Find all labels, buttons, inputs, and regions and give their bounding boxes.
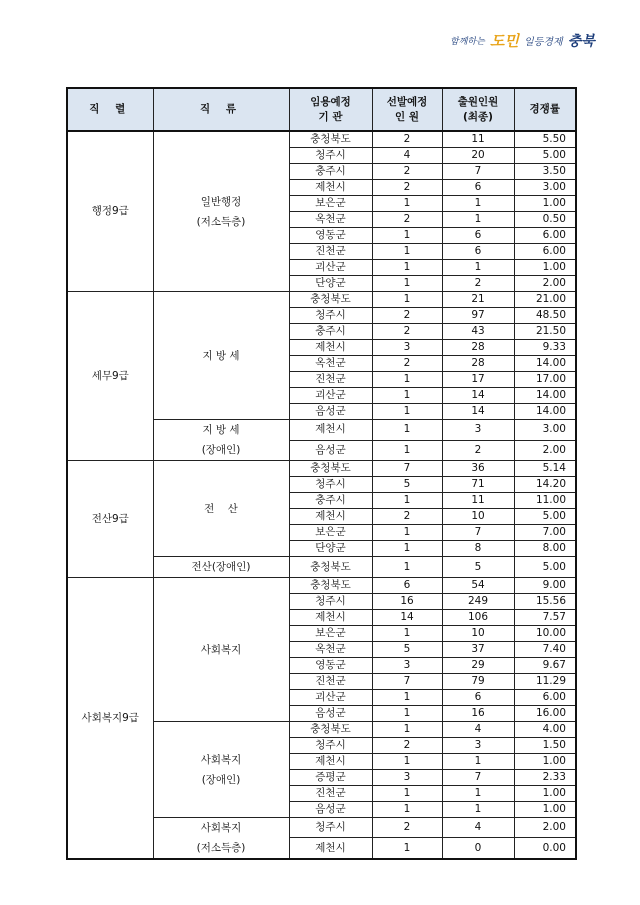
selection-cell: 1 [372, 802, 442, 818]
applicants-cell: 1 [442, 802, 514, 818]
ratio-cell: 9.00 [514, 578, 576, 594]
ratio-cell: 5.00 [514, 148, 576, 164]
ratio-cell: 1.00 [514, 754, 576, 770]
selection-cell: 1 [372, 276, 442, 292]
selection-cell: 6 [372, 578, 442, 594]
applicants-cell: 11 [442, 493, 514, 509]
applicants-cell: 6 [442, 690, 514, 706]
agency-cell: 충청북도 [289, 578, 372, 594]
ratio-cell: 5.14 [514, 461, 576, 477]
selection-cell: 1 [372, 722, 442, 738]
agency-cell: 진천군 [289, 786, 372, 802]
ratio-cell: 11.00 [514, 493, 576, 509]
applicants-cell: 28 [442, 340, 514, 356]
applicants-cell: 1 [442, 260, 514, 276]
logo-text-3: 일등경제 [523, 37, 563, 48]
recruitment-table [66, 87, 577, 860]
agency-cell: 진천군 [289, 244, 372, 260]
ratio-cell: 7.57 [514, 610, 576, 626]
series-cell: 사회복지9급 [67, 578, 153, 860]
ratio-cell: 14.20 [514, 477, 576, 493]
ratio-cell: 14.00 [514, 356, 576, 372]
ratio-cell: 1.00 [514, 196, 576, 212]
series-cell: 행정9급 [67, 131, 153, 292]
applicants-cell: 7 [442, 164, 514, 180]
ratio-cell: 1.00 [514, 802, 576, 818]
applicants-cell: 54 [442, 578, 514, 594]
ratio-cell: 1.00 [514, 786, 576, 802]
selection-cell: 4 [372, 148, 442, 164]
logo-text-1: 함께하는 [450, 37, 485, 47]
ratio-cell: 6.00 [514, 244, 576, 260]
applicants-cell: 1 [442, 196, 514, 212]
agency-cell: 충주시 [289, 493, 372, 509]
agency-cell: 보은군 [289, 196, 372, 212]
header-applicants: 출원인원 (최종) [442, 88, 514, 131]
agency-cell: 청주시 [289, 594, 372, 610]
agency-cell: 청주시 [289, 818, 372, 838]
series-cell: 전산9급 [67, 461, 153, 578]
table-row [67, 131, 576, 148]
applicants-cell: 10 [442, 509, 514, 525]
agency-cell: 보은군 [289, 525, 372, 541]
selection-cell: 5 [372, 642, 442, 658]
selection-cell: 14 [372, 610, 442, 626]
agency-cell: 옥천군 [289, 642, 372, 658]
ratio-cell: 2.00 [514, 818, 576, 838]
class-cell: 지 방 세 (장애인) [153, 420, 289, 461]
table-row [67, 292, 576, 308]
selection-cell: 2 [372, 509, 442, 525]
agency-cell: 영동군 [289, 658, 372, 674]
agency-cell: 충청북도 [289, 292, 372, 308]
agency-cell: 제천시 [289, 340, 372, 356]
agency-cell: 청주시 [289, 308, 372, 324]
applicants-cell: 6 [442, 228, 514, 244]
ratio-cell: 14.00 [514, 404, 576, 420]
applicants-cell: 7 [442, 525, 514, 541]
agency-cell: 충주시 [289, 164, 372, 180]
class-cell: 사회복지 (장애인) [153, 722, 289, 818]
agency-cell: 음성군 [289, 802, 372, 818]
ratio-cell: 14.00 [514, 388, 576, 404]
applicants-cell: 2 [442, 440, 514, 461]
header-ratio: 경쟁률 [514, 88, 576, 131]
slogan-logo [450, 30, 595, 58]
selection-cell: 7 [372, 674, 442, 690]
selection-cell: 3 [372, 658, 442, 674]
applicants-cell: 28 [442, 356, 514, 372]
ratio-cell: 9.67 [514, 658, 576, 674]
selection-cell: 2 [372, 818, 442, 838]
applicants-cell: 6 [442, 180, 514, 196]
ratio-cell: 3.00 [514, 420, 576, 441]
class-cell: 일반행정 (저소득층) [153, 131, 289, 292]
agency-cell: 청주시 [289, 738, 372, 754]
applicants-cell: 14 [442, 404, 514, 420]
agency-cell: 음성군 [289, 404, 372, 420]
selection-cell: 2 [372, 212, 442, 228]
selection-cell: 2 [372, 738, 442, 754]
selection-cell: 1 [372, 196, 442, 212]
applicants-cell: 7 [442, 770, 514, 786]
header-series: 직 렬 [67, 88, 153, 131]
agency-cell: 단양군 [289, 541, 372, 557]
selection-cell: 1 [372, 706, 442, 722]
applicants-cell: 17 [442, 372, 514, 388]
applicants-cell: 20 [442, 148, 514, 164]
class-cell: 지 방 세 [153, 292, 289, 420]
logo-text-2: 도민 [489, 32, 519, 50]
applicants-cell: 1 [442, 754, 514, 770]
applicants-cell: 11 [442, 131, 514, 148]
ratio-cell: 7.40 [514, 642, 576, 658]
ratio-cell: 21.00 [514, 292, 576, 308]
ratio-cell: 6.00 [514, 228, 576, 244]
agency-cell: 괴산군 [289, 690, 372, 706]
agency-cell: 제천시 [289, 754, 372, 770]
applicants-cell: 1 [442, 212, 514, 228]
class-cell: 전 산 [153, 461, 289, 557]
applicants-cell: 79 [442, 674, 514, 690]
agency-cell: 음성군 [289, 440, 372, 461]
ratio-cell: 5.00 [514, 509, 576, 525]
agency-cell: 제천시 [289, 180, 372, 196]
table-row [67, 578, 576, 594]
agency-cell: 충청북도 [289, 722, 372, 738]
agency-cell: 진천군 [289, 674, 372, 690]
applicants-cell: 43 [442, 324, 514, 340]
applicants-cell: 3 [442, 738, 514, 754]
selection-cell: 1 [372, 388, 442, 404]
ratio-cell: 6.00 [514, 690, 576, 706]
agency-cell: 옥천군 [289, 356, 372, 372]
selection-cell: 1 [372, 838, 442, 859]
applicants-cell: 3 [442, 420, 514, 441]
applicants-cell: 21 [442, 292, 514, 308]
ratio-cell: 5.00 [514, 557, 576, 578]
agency-cell: 괴산군 [289, 260, 372, 276]
header-agency: 임용예정 기 관 [289, 88, 372, 131]
selection-cell: 1 [372, 292, 442, 308]
applicants-cell: 97 [442, 308, 514, 324]
selection-cell: 1 [372, 260, 442, 276]
agency-cell: 제천시 [289, 610, 372, 626]
ratio-cell: 8.00 [514, 541, 576, 557]
agency-cell: 충청북도 [289, 461, 372, 477]
selection-cell: 1 [372, 440, 442, 461]
applicants-cell: 10 [442, 626, 514, 642]
applicants-cell: 71 [442, 477, 514, 493]
applicants-cell: 37 [442, 642, 514, 658]
applicants-cell: 106 [442, 610, 514, 626]
agency-cell: 충청북도 [289, 131, 372, 148]
agency-cell: 제천시 [289, 420, 372, 441]
ratio-cell: 17.00 [514, 372, 576, 388]
selection-cell: 1 [372, 786, 442, 802]
agency-cell: 음성군 [289, 706, 372, 722]
applicants-cell: 0 [442, 838, 514, 859]
ratio-cell: 1.00 [514, 260, 576, 276]
agency-cell: 충청북도 [289, 557, 372, 578]
applicants-cell: 6 [442, 244, 514, 260]
ratio-cell: 1.50 [514, 738, 576, 754]
selection-cell: 7 [372, 461, 442, 477]
selection-cell: 2 [372, 324, 442, 340]
applicants-cell: 14 [442, 388, 514, 404]
selection-cell: 1 [372, 244, 442, 260]
header-selection: 선발예정 인 원 [372, 88, 442, 131]
ratio-cell: 3.00 [514, 180, 576, 196]
agency-cell: 충주시 [289, 324, 372, 340]
applicants-cell: 2 [442, 276, 514, 292]
applicants-cell: 4 [442, 722, 514, 738]
selection-cell: 2 [372, 180, 442, 196]
applicants-cell: 8 [442, 541, 514, 557]
ratio-cell: 3.50 [514, 164, 576, 180]
selection-cell: 3 [372, 770, 442, 786]
applicants-cell: 36 [442, 461, 514, 477]
selection-cell: 5 [372, 477, 442, 493]
selection-cell: 1 [372, 420, 442, 441]
ratio-cell: 7.00 [514, 525, 576, 541]
class-cell: 사회복지 [153, 578, 289, 722]
selection-cell: 1 [372, 404, 442, 420]
table-header-row [67, 88, 576, 131]
class-cell: 사회복지 (저소득층) [153, 818, 289, 860]
ratio-cell: 48.50 [514, 308, 576, 324]
agency-cell: 청주시 [289, 477, 372, 493]
ratio-cell: 11.29 [514, 674, 576, 690]
selection-cell: 1 [372, 228, 442, 244]
agency-cell: 영동군 [289, 228, 372, 244]
header-class: 직 류 [153, 88, 289, 131]
agency-cell: 청주시 [289, 148, 372, 164]
selection-cell: 1 [372, 690, 442, 706]
logo-text-4: 충북 [567, 33, 595, 50]
class-cell: 전산(장애인) [153, 557, 289, 578]
applicants-cell: 5 [442, 557, 514, 578]
ratio-cell: 2.33 [514, 770, 576, 786]
selection-cell: 1 [372, 754, 442, 770]
agency-cell: 제천시 [289, 509, 372, 525]
ratio-cell: 9.33 [514, 340, 576, 356]
agency-cell: 증평군 [289, 770, 372, 786]
ratio-cell: 4.00 [514, 722, 576, 738]
agency-cell: 진천군 [289, 372, 372, 388]
agency-cell: 괴산군 [289, 388, 372, 404]
selection-cell: 3 [372, 340, 442, 356]
agency-cell: 단양군 [289, 276, 372, 292]
ratio-cell: 15.56 [514, 594, 576, 610]
selection-cell: 1 [372, 525, 442, 541]
ratio-cell: 0.00 [514, 838, 576, 859]
selection-cell: 2 [372, 356, 442, 372]
ratio-cell: 10.00 [514, 626, 576, 642]
ratio-cell: 21.50 [514, 324, 576, 340]
agency-cell: 보은군 [289, 626, 372, 642]
selection-cell: 1 [372, 372, 442, 388]
ratio-cell: 16.00 [514, 706, 576, 722]
agency-cell: 제천시 [289, 838, 372, 859]
applicants-cell: 29 [442, 658, 514, 674]
applicants-cell: 249 [442, 594, 514, 610]
ratio-cell: 5.50 [514, 131, 576, 148]
series-cell: 세무9급 [67, 292, 153, 461]
ratio-cell: 0.50 [514, 212, 576, 228]
agency-cell: 옥천군 [289, 212, 372, 228]
selection-cell: 1 [372, 557, 442, 578]
ratio-cell: 2.00 [514, 440, 576, 461]
selection-cell: 16 [372, 594, 442, 610]
selection-cell: 1 [372, 493, 442, 509]
selection-cell: 2 [372, 164, 442, 180]
selection-cell: 2 [372, 131, 442, 148]
ratio-cell: 2.00 [514, 276, 576, 292]
selection-cell: 1 [372, 626, 442, 642]
applicants-cell: 4 [442, 818, 514, 838]
selection-cell: 1 [372, 541, 442, 557]
table-row [67, 461, 576, 477]
selection-cell: 2 [372, 308, 442, 324]
applicants-cell: 16 [442, 706, 514, 722]
applicants-cell: 1 [442, 786, 514, 802]
